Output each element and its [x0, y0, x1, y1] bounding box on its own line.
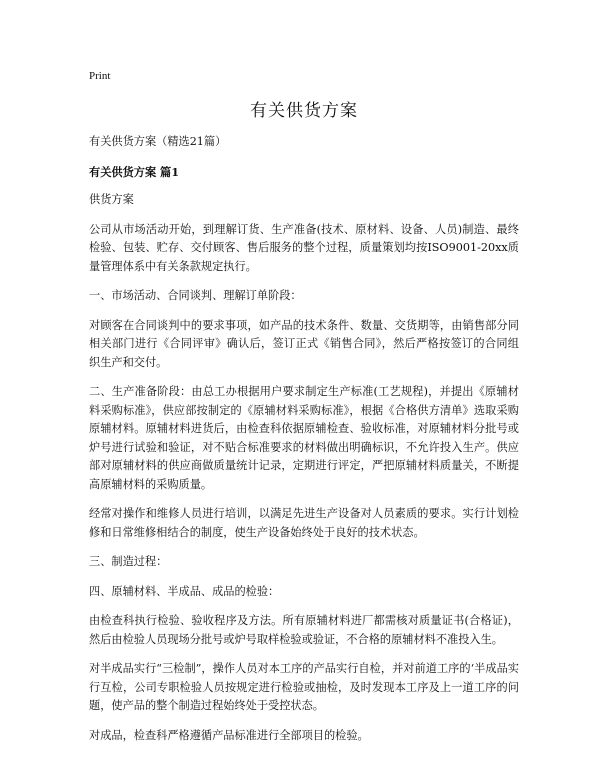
document-subtitle: 有关供货方案（精选21篇） — [89, 135, 227, 148]
paragraph: 经常对操作和维修人员进行培训，以满足先进生产设备对人员素质的要求。实行计划检修和日常维修相结合的制度，使生产设备始终处于良好的技术状态。 — [89, 507, 519, 539]
print-link[interactable]: Print — [89, 70, 111, 82]
section-heading: 有关供货方案 篇1 — [89, 164, 179, 179]
document-title: 有关供货方案 — [250, 101, 358, 121]
paragraph: 对成品，检查科严格遵循产品标准进行全部项目的检验。 — [89, 728, 369, 742]
paragraph: 三、制造过程： — [89, 555, 168, 568]
paragraph: 对顾客在合同谈判中的要求事项，如产品的技术条件、数量、交货期等，由销售部分同相关部门进行《合同评审》确认后，签订正式《销售合同》，然后严格按签订的合同组织生产和交付。 — [89, 318, 519, 369]
paragraph: 一、市场活动、合同谈判、理解订单阶段： — [89, 289, 302, 302]
paragraph: 由检查科执行检验、验收程序及方法。所有原辅材料进厂都需核对质量证书(合格证)，然后由检验人员现场分批号或炉号取样检验或验证，不合格的原辅材料不准投入生。 — [89, 614, 519, 646]
paragraph: 公司从市场活动开始，到理解订货、生产准备(技术、原材料、设备、人员)制造、最终检验、包装、贮存、交付顾客、售后服务的整个过程，质量策划均按ISO9001-20xx质量管理体系中有关条款规定执行。 — [89, 222, 519, 273]
document-body — [89, 133, 519, 756]
paragraph: 四、原辅材料、半成品、成品的检验： — [89, 584, 280, 598]
paragraph: 二、生产准备阶段：由总工办根据用户要求制定生产标准(工艺规程)，并提出《原辅材料采购标准》，供应部按制定的《原辅材料采购标准》，根据《合格供方清单》选取采购原辅材料。原辅材料进货后，由检查科依据原辅检查、验收标准，对原辅材料分批号或炉号进行试验和验证，对不贴合标准要求的材料做出明确标识，不允许投入生产。供应部对原辅材料的供应商做质量统计记录，定期进行评定，严把原辅材料质量关，不断提高原辅材料的采购质量。 — [89, 385, 519, 491]
paragraph: 供货方案 — [89, 193, 134, 206]
paragraph: 对半成品实行“三检制”，操作人员对本工序的产品实行自检，并对前道工序的‘半成品实行互检，公司专职检验人员按规定进行检验或抽检，及时发现本工序及上一道工序的问题，使产品的整个制造过程始终处于受控状态。 — [89, 662, 519, 712]
